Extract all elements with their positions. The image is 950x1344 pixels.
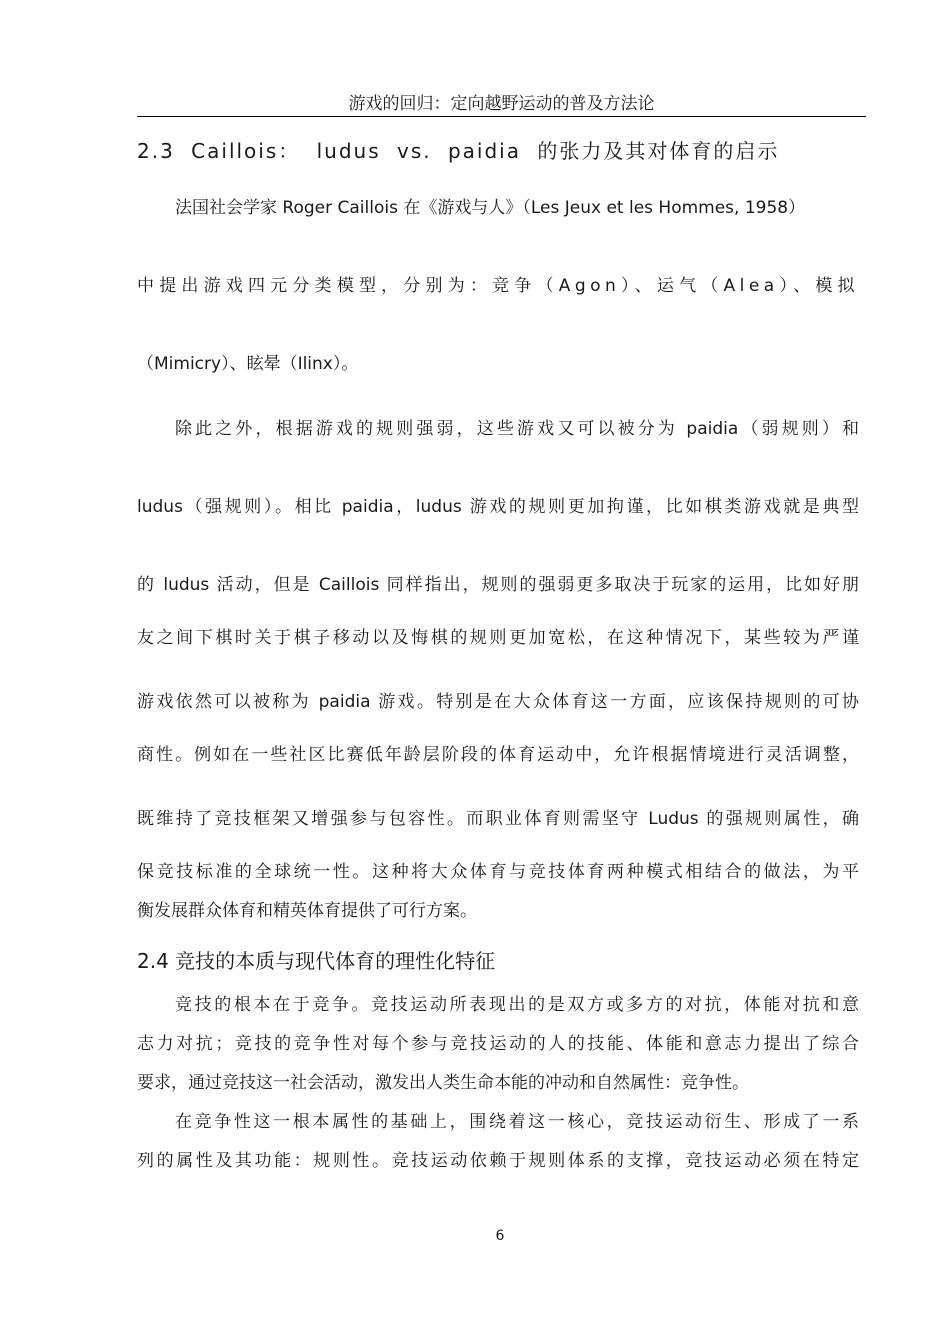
paragraph-line: 在竞争性这一根本属性的基础上，围绕着这一核心，竞技运动衍生、形成了一系 — [175, 1112, 859, 1132]
paragraph-line: 中提出游戏四元分类模型，分别为：竞争（Agon）、运气（Alea）、模拟 — [137, 276, 859, 296]
paragraph-line: 的 ludus 活动，但是 Caillois 同样指出，规则的强弱更多取决于玩家的运用，比如好朋 — [137, 575, 859, 595]
header-rule — [137, 116, 866, 117]
paragraph-line: 友之间下棋时关于棋子移动以及悔棋的规则更加宽松，在这种情况下，某些较为严谨 — [137, 628, 859, 648]
paragraph-line: 保竞技标准的全球统一性。这种将大众体育与竞技体育两种模式相结合的做法，为平 — [137, 862, 859, 882]
paragraph-line: 除此之外，根据游戏的规则强弱，这些游戏又可以被分为 paidia（弱规则）和 — [175, 419, 859, 439]
paragraph-line: 法国社会学家 Roger Caillois 在《游戏与人》（Les Jeux et les Hommes, 1958） — [175, 198, 806, 218]
paragraph-line: ludus（强规则）。相比 paidia，ludus 游戏的规则更加拘谨，比如棋类游戏就是典型 — [137, 497, 859, 517]
paragraph-line: 衡发展群众体育和精英体育提供了可行方案。 — [137, 901, 477, 921]
paragraph-line: 既维持了竞技框架又增强参与包容性。而职业体育则需坚守 Ludus 的强规则属性，确 — [137, 809, 859, 829]
paragraph-line: 列的属性及其功能：规则性。竞技运动依赖于规则体系的支撑，竞技运动必须在特定 — [137, 1151, 859, 1171]
paragraph-line: （Mimicry）、眩晕（Ilinx）。 — [137, 354, 359, 374]
paragraph-line: 商性。例如在一些社区比赛低年龄层阶段的体育运动中，允许根据情境进行灵活调整， — [137, 745, 859, 765]
paragraph-line: 游戏依然可以被称为 paidia 游戏。特别是在大众体育这一方面，应该保持规则的可协 — [137, 692, 859, 712]
paragraph-line: 志力对抗；竞技的竞争性对每个参与竞技运动的人的技能、体能和意志力提出了综合 — [137, 1034, 859, 1054]
paragraph-line: 竞技的根本在于竞争。竞技运动所表现出的是双方或多方的对抗，体能对抗和意 — [175, 995, 859, 1015]
paragraph-line: 要求，通过竞技这一社会活动，激发出人类生命本能的冲动和自然属性：竞争性。 — [137, 1073, 749, 1093]
page-number: 6 — [495, 1228, 505, 1244]
running-header: 游戏的回归：定向越野运动的普及方法论 — [348, 94, 655, 114]
section-heading-2-3: 2.3 Caillois： ludus vs. paidia 的张力及其对体育的启示 — [137, 139, 780, 163]
section-heading-2-4: 2.4 竞技的本质与现代体育的理性化特征 — [137, 949, 496, 973]
